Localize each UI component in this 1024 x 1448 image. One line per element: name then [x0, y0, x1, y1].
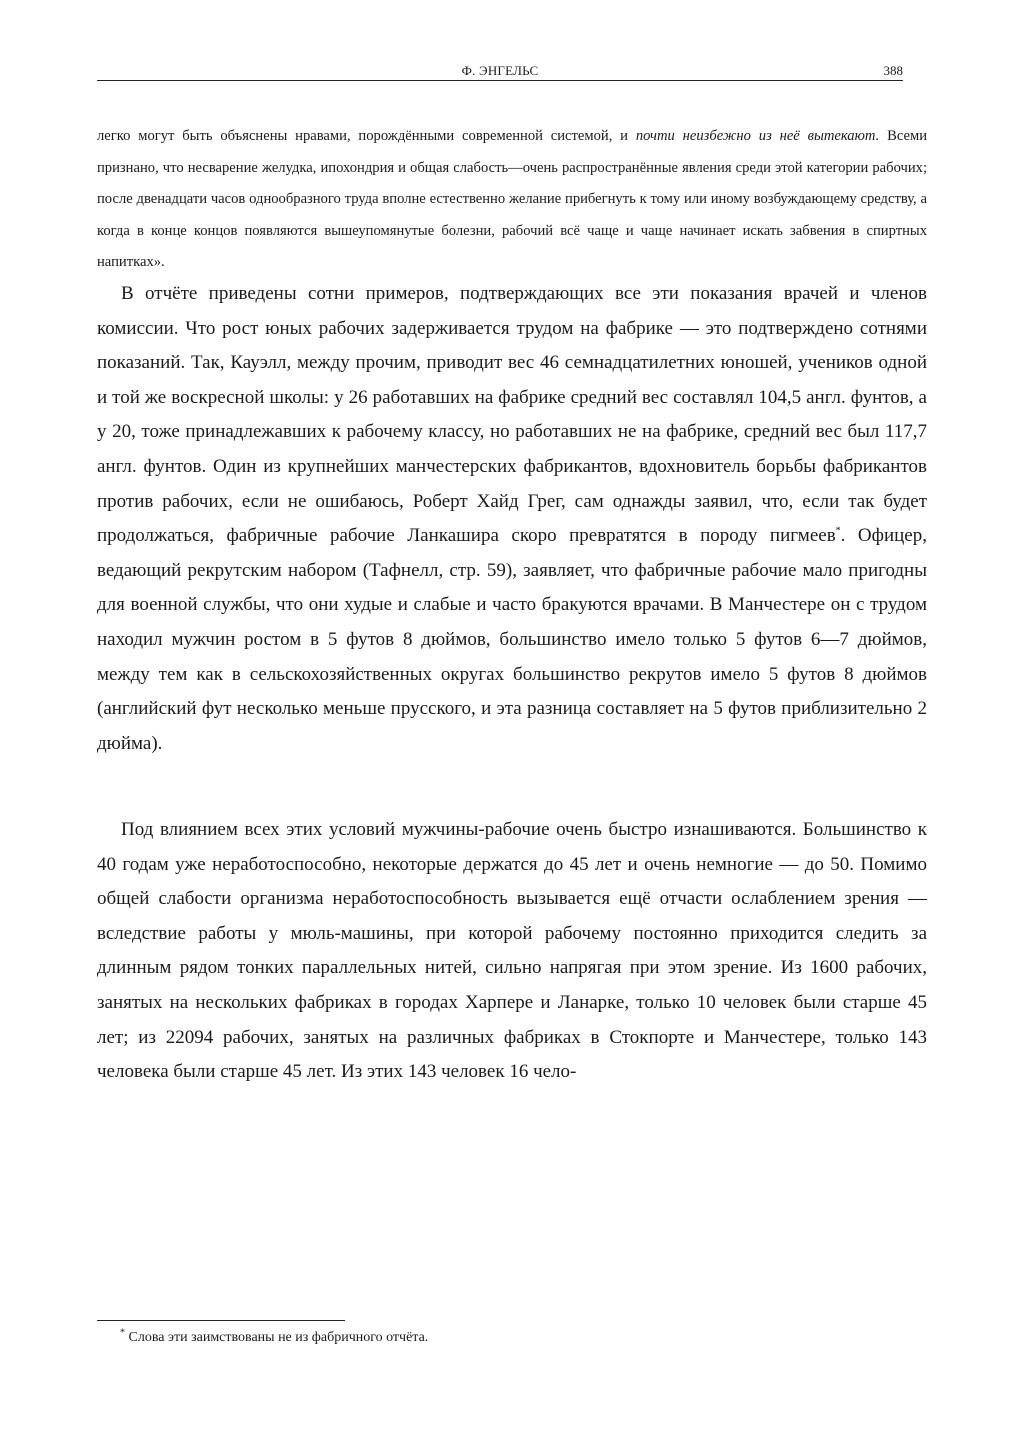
paragraph-2-text: Под влиянием всех этих условий мужчины-рабочие очень быстро изнашиваются. Большинство к 40 годам уже неработоспособно, некоторые держатся до 45 лет и очень немногие — до 50. Помимо общей слабости организма неработоспособность вызывается ещё отчасти ослаблением зрения — вследствие работы у мюль-машины, при которой рабочему постоянно приходится следить за длинным рядом тонких параллельных нитей, сильно напрягая при этом зрение. Из 1600 рабочих, занятых на нескольких фабриках в городах Харпере и Ланарке, только 10 человек были старше 45 лет; из 22094 рабочих, занятых на различных фабриках в Стокпорте и Манчестере, только 143 человека были старше 45 лет. Из этих 143 человек 16 чело- [97, 819, 927, 1083]
running-header [97, 62, 903, 81]
footnote-mark: * [120, 1327, 125, 1339]
footnote [120, 1327, 429, 1346]
footnote-text: Слова эти заимствованы не из фабричного отчёта. [125, 1330, 429, 1345]
footnote-divider [97, 1320, 345, 1321]
body-paragraph-1 [97, 277, 927, 761]
quote-text-start: легко могут быть объяснены нравами, порождёнными современной системой, и [97, 128, 636, 144]
quote-text-end: Всеми признано, что несварение желудка, ипохондрия и общая слабость—очень распространённые явления среди этой категории рабочих; после двенадцати часов однообразного труда вполне естественно желание прибегнуть к тому или иному возбуждающему средству, а когда в конце концов появляются вышеупомянутые болезни, рабочий всё чаще и чаще начинает искать забвения в спиртных напитках». [97, 128, 928, 270]
footnote-reference[interactable]: * [835, 525, 841, 537]
header-author: Ф. ЭНГЕЛЬС [461, 63, 539, 78]
paragraph-1-text-end: . Офицер, ведающий рекрутским набором (Тафнелл, стр. 59), заявляет, что фабричные рабочие мало пригодны для военной службы, что они худые и слабые и часто бракуются врачами. В Манчестере он с трудом находил мужчин ростом в 5 футов 8 дюймов, большинство имело только 5 футов 6—7 дюймов, между тем как в сельскохозяйственных округах большинство рекрутов имело 5 футов 8 дюймов (английский фут несколько меньше прусского, и эта разница составляет на 5 футов приблизительно 2 дюйма). [97, 525, 927, 754]
body-paragraph-2 [97, 813, 927, 1090]
quote-italic-text: почти неизбежно из неё вытекают. [635, 128, 880, 144]
page-number: 388 [883, 63, 903, 78]
paragraph-1-text-start: В отчёте приведены сотни примеров, подтверждающих все эти показания врачей и членов комиссии. Что рост юных рабочих задерживается трудом на фабрике — это подтверждено сотнями показаний. Так, Кауэлл, между прочим, приводит вес 46 семнадцатилетних юношей, учеников одной и той же воскресной школы: у 26 работавших на фабрике средний вес составлял 104,5 англ. фунтов, а у 20, тоже принадлежавших к рабочему классу, но работавших не на фабрике, средний вес был 117,7 англ. фунтов. Один из крупнейших манчестерских фабрикантов, вдохновитель борьбы фабрикантов против рабочих, если не ошибаюсь, Роберт Хайд Грег, сам однажды заявил, что, если так будет продолжаться, фабричные рабочие Ланкашира скоро превратятся в породу пигмеев [97, 283, 927, 547]
quote-paragraph [97, 121, 927, 279]
